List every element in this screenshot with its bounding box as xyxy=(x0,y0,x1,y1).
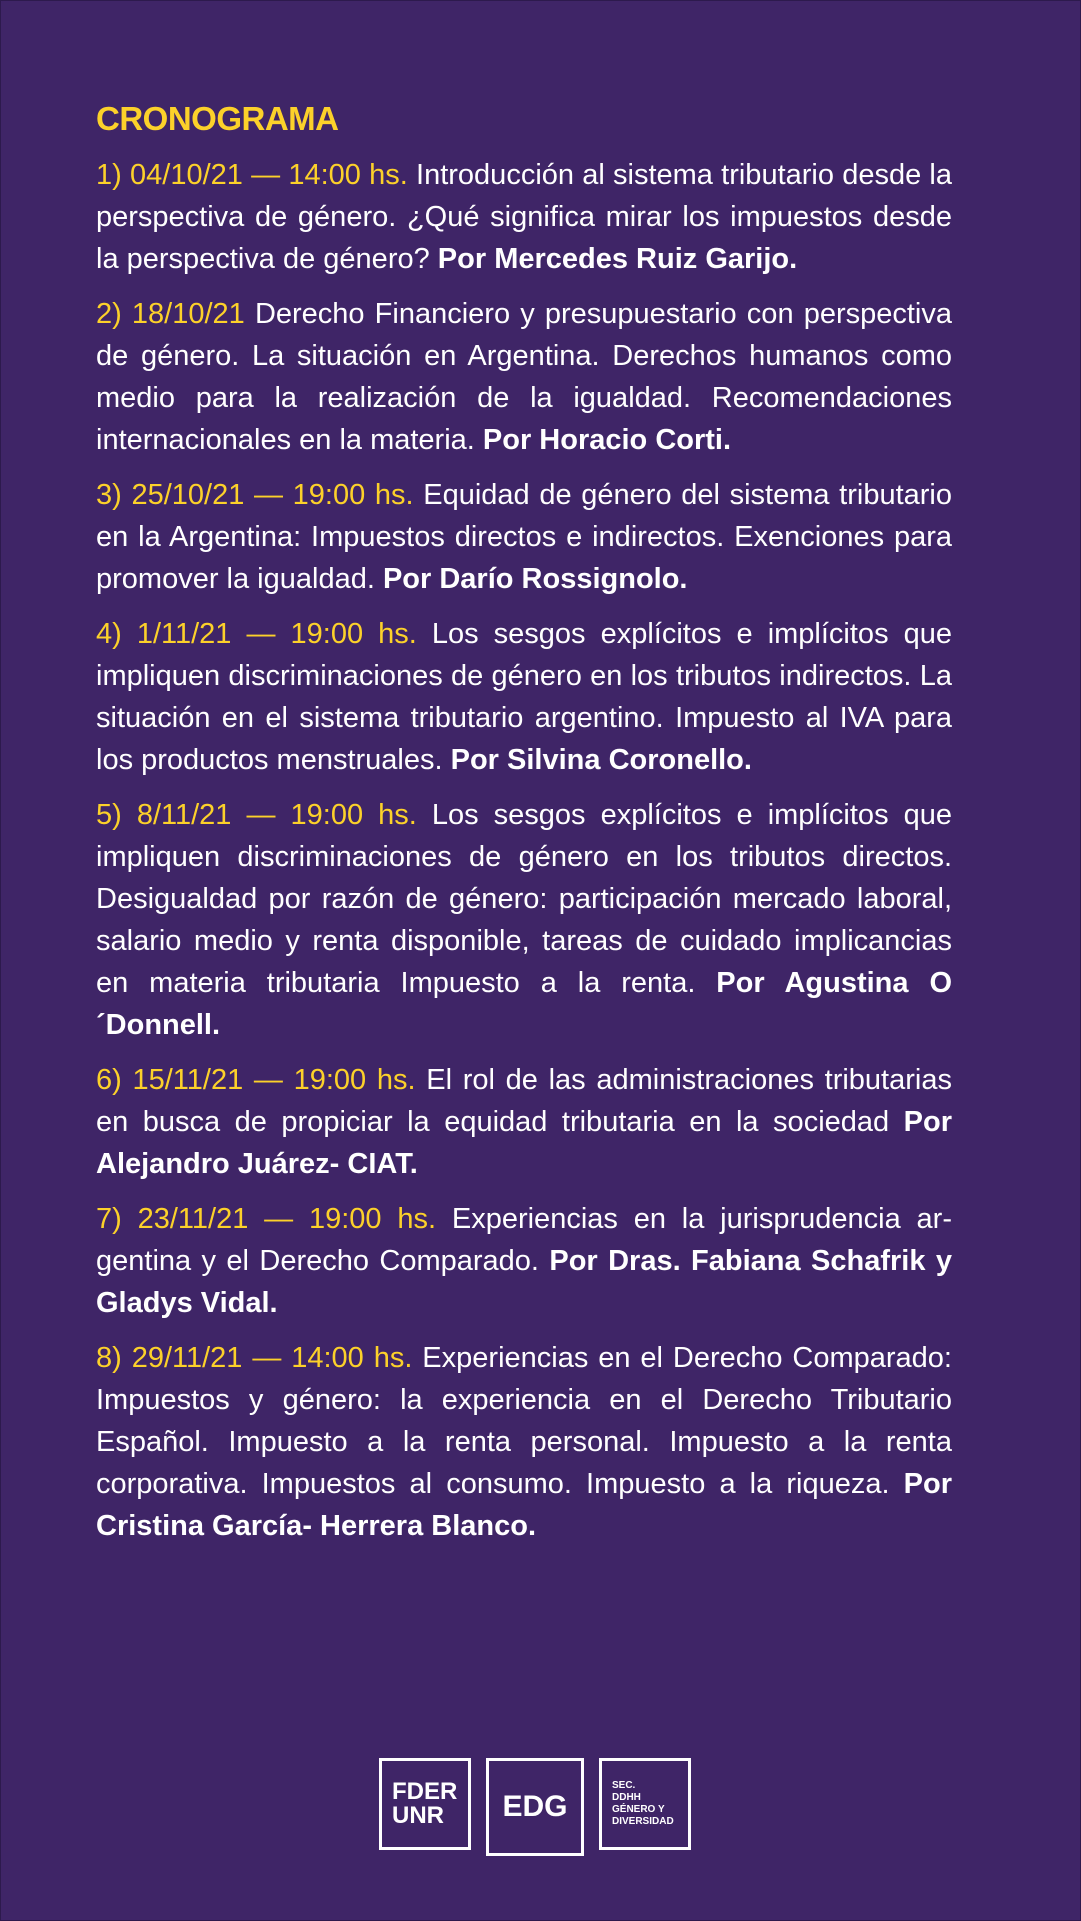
edg-logo xyxy=(486,1758,584,1856)
item-date: 1) 04/10/21 — 14:00 hs. xyxy=(96,159,408,191)
schedule-item-5 xyxy=(96,794,952,1046)
sec-logo-line4: DIVERSIDAD xyxy=(612,1816,674,1827)
item-date: 5) 8/11/21 — 19:00 hs. xyxy=(96,799,417,831)
item-speaker: Por Agustina O ´Donnell. xyxy=(96,967,952,1041)
item-speaker: Por Horacio Corti. xyxy=(482,424,732,456)
item-speaker: Por Dras. Fabiana Schafrik y Gladys Vidal. xyxy=(96,1245,952,1319)
edg-logo-text: EDG xyxy=(502,1790,568,1823)
item-speaker: Por Mercedes Ruiz Garijo. xyxy=(437,243,798,275)
item-speaker: Por Alejandro Juárez- CIAT. xyxy=(96,1106,952,1180)
schedule-item-2 xyxy=(96,293,952,461)
item-date: 4) 1/11/21 — 19:00 hs. xyxy=(96,618,417,650)
sec-logo-line1: SEC. xyxy=(612,1780,636,1791)
item-speaker: Por Darío Rossignolo. xyxy=(382,563,688,595)
logo-row xyxy=(379,1758,691,1854)
sec-ddhh-logo xyxy=(599,1758,691,1850)
item-date: 6) 15/11/21 — 19:00 hs. xyxy=(96,1064,416,1096)
fder-logo-line1: FDER xyxy=(392,1778,458,1805)
schedule-item-3 xyxy=(96,474,952,600)
schedule-item-6 xyxy=(96,1059,952,1185)
sec-logo-line2: DDHH xyxy=(612,1792,641,1803)
item-description: Los sesgos explícitos e implícitos que impliquen discriminaciones de género en los tributos indirectos. La situación en el sistema tributario argentino. Impuesto al IVA para los productos menstruales. xyxy=(96,618,952,776)
schedule-content xyxy=(96,96,952,1560)
item-date: 7) 23/11/21 — 19:00 hs. xyxy=(96,1203,437,1235)
schedule-item-7 xyxy=(96,1198,952,1324)
item-date: 3) 25/10/21 — 19:00 hs. xyxy=(96,479,414,511)
item-description: Experiencias en el Derecho Comparado: Impuestos y género: la experiencia en el Derecho Tributario Español. Impuesto a la renta personal. Impuesto a la renta corporativa. Impuestos al consumo. Impuesto a la riqueza. xyxy=(96,1342,952,1500)
fder-logo-line2: UNR xyxy=(392,1802,444,1829)
item-description: Equidad de género del sistema tributario en la Argentina: Impuestos directos e indirectos. Exenciones para promover la igualdad. xyxy=(96,479,952,595)
item-description: Introducción al sistema tributario desde la perspectiva de género. ¿Qué significa mirar los impuestos desde la perspectiva de género? xyxy=(96,159,953,275)
page-title: CRONOGRAMA xyxy=(96,100,339,137)
item-date: 2) 18/10/21 xyxy=(96,298,245,330)
item-description: Experiencias en la jurisprudencia argentina y el Derecho Comparado. xyxy=(96,1203,952,1277)
item-speaker: Por Cristina García- Herrera Blanco. xyxy=(96,1468,952,1542)
item-description: Derecho Financiero y presupuestario con perspectiva de género. La situación en Argentina. Derechos humanos como medio para la realización de la igualdad. Recomendaciones internacionales en la materia. xyxy=(96,298,952,456)
schedule-item-1 xyxy=(96,154,952,280)
item-date: 8) 29/11/21 — 14:00 hs. xyxy=(96,1342,413,1374)
item-description: El rol de las administraciones tributarias en busca de propiciar la equidad tributaria en la sociedad xyxy=(96,1064,952,1138)
schedule-item-4 xyxy=(96,613,952,781)
sec-logo-line3: GÉNERO Y xyxy=(612,1804,665,1815)
item-description: Los sesgos explícitos e implícitos que impliquen discriminaciones de género en los tributos directos. Desigualdad por razón de género: participación mercado laboral, salario medio y renta disponible, tareas de cuidado implicancias en materia tributaria Impuesto a la renta. xyxy=(96,799,952,999)
schedule-item-8 xyxy=(96,1337,952,1547)
item-speaker: Por Silvina Coronello. xyxy=(450,744,752,776)
fder-unr-logo xyxy=(379,1758,471,1850)
